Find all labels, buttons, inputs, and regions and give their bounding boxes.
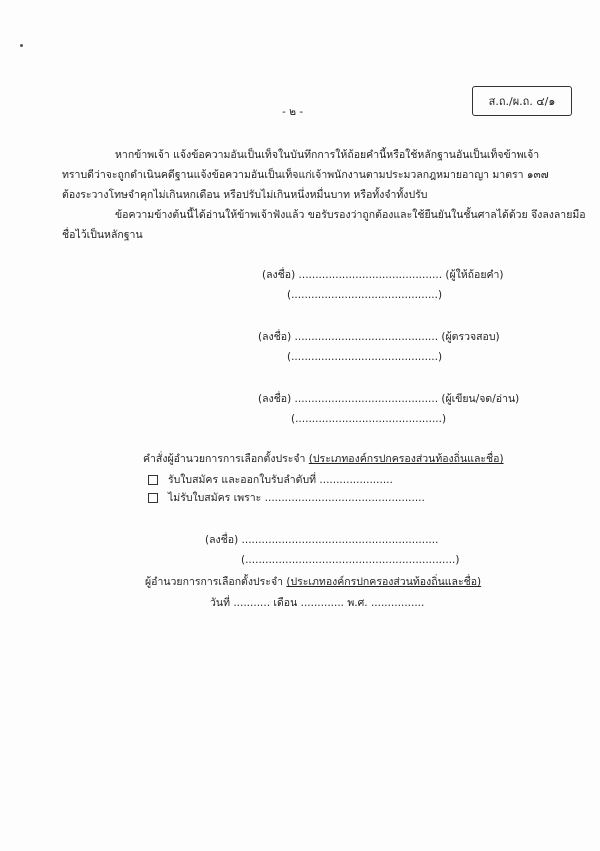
director-name-line: (...............................................................) <box>241 554 460 566</box>
director-title <box>145 575 481 589</box>
paragraph1-line3: ต้องระวางโทษจำคุกไม่เกินหกเดือน หรือปรับไม่เกินหนึ่งหมื่นบาท หรือทั้งจำทั้งปรับ <box>62 189 428 201</box>
paragraph1-line2: ทราบดีว่าจะถูกดำเนินคดีฐานแจ้งข้อความอันเป็นเท็จแก่เจ้าพนักงานตามประมวลกฎหมายอาญา มาตรา ๑๓๗ <box>62 169 549 181</box>
order-heading <box>143 452 504 466</box>
director-sign-line: (ลงชื่อ) ........................................................... <box>205 534 439 546</box>
signature-giver-line: (ลงชื่อ) ........................................... (ผู้ให้ถ้อยคำ) <box>262 269 504 281</box>
option-reject[interactable] <box>148 491 425 505</box>
signature-writer-line: (ลงชื่อ) ........................................... (ผู้เขียน/จด/อ่าน) <box>258 393 520 405</box>
director-title-prefix: ผู้อำนวยการการเลือกตั้งประจำ <box>145 576 283 588</box>
signature-giver-name: (............................................) <box>287 289 443 301</box>
option-accept-label: รับใบสมัคร และออกใบรับลำดับที่ ...................... <box>168 474 393 486</box>
form-code: ส.ถ./ผ.ถ. ๔/๑ <box>488 95 556 108</box>
form-code-box <box>472 86 572 116</box>
paragraph1-line1: หากข้าพเจ้า แจ้งข้อความอันเป็นเท็จในบันทึกการให้ถ้อยคำนี้หรือใช้หลักฐานอันเป็นเท็จข้าพเจ้า <box>115 149 540 161</box>
signature-checker-line: (ลงชื่อ) ........................................... (ผู้ตรวจสอบ) <box>258 331 500 343</box>
option-reject-label: ไม่รับใบสมัคร เพราะ ................................................ <box>168 492 425 504</box>
order-heading-prefix: คำสั่งผู้อำนวยการการเลือกตั้งประจำ <box>143 453 306 465</box>
option-accept[interactable] <box>148 473 393 487</box>
paragraph2-line1: ข้อความข้างต้นนี้ได้อ่านให้ข้าพเจ้าฟังแล้ว ขอรับรองว่าถูกต้องและใช้ยืนยันในชั้นศาลได้ด้วย จึงลงลายมือ <box>115 209 586 221</box>
date-line: วันที่ ........... เดือน ............. พ.ศ. ................ <box>210 597 425 609</box>
paragraph2-line2: ชื่อไว้เป็นหลักฐาน <box>62 229 143 241</box>
signature-writer-name: (............................................) <box>291 413 447 425</box>
reject-checkbox[interactable] <box>148 493 158 503</box>
scan-speck <box>20 44 23 47</box>
signature-checker-name: (............................................) <box>287 351 443 363</box>
order-heading-suffix: (ประเภทองค์กรปกครองส่วนท้องถิ่นและชื่อ) <box>308 453 504 465</box>
page-number: - ๒ - <box>282 106 304 118</box>
director-title-suffix: (ประเภทองค์กรปกครองส่วนท้องถิ่นและชื่อ) <box>286 576 482 588</box>
accept-checkbox[interactable] <box>148 475 158 485</box>
